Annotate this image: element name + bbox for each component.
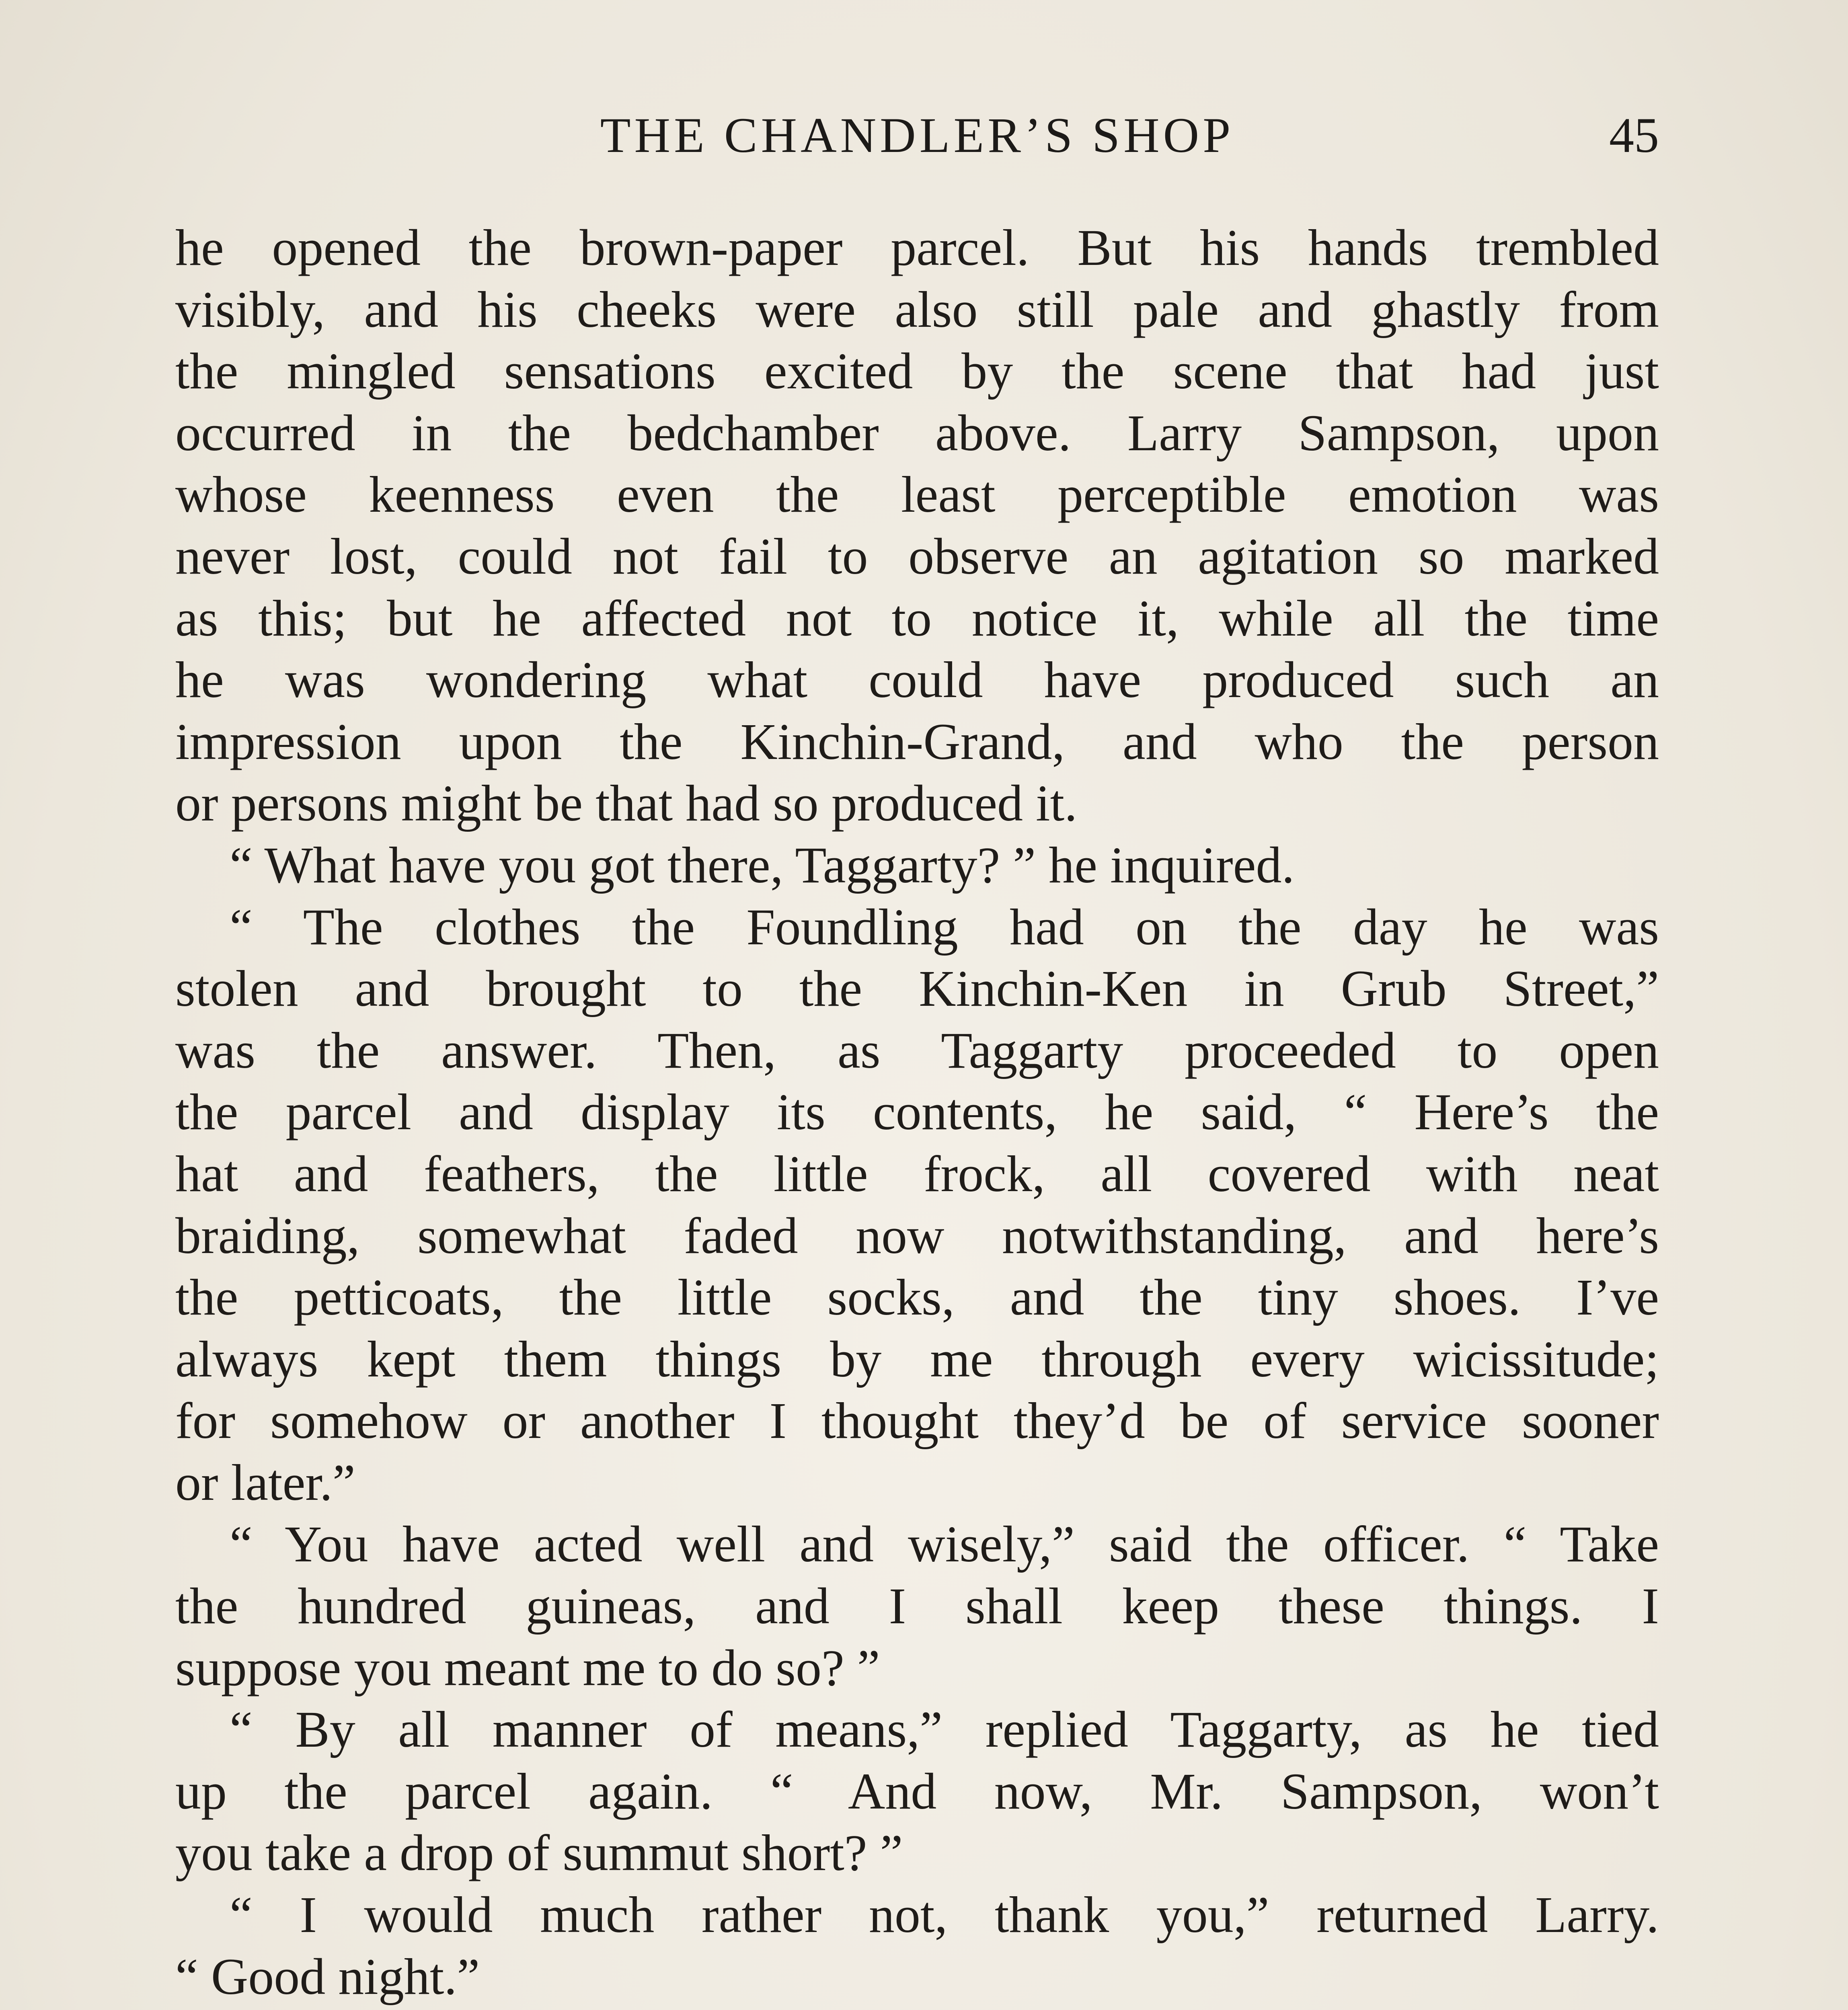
text-line: for somehow or another I thought they’d be of service sooner: [175, 1392, 1659, 1450]
text-line: you take a drop of summut short? ”: [175, 1824, 903, 1882]
text-line: [175, 2008, 1659, 2010]
text-line: or later.”: [175, 1454, 355, 1511]
text-line: braiding, somewhat faded now notwithstanding, and here’s: [175, 1207, 1659, 1264]
text-line: the mingled sensations excited by the scene that had just: [175, 343, 1659, 400]
text-line: was the answer. Then, as Taggarty proceeded to open: [175, 1021, 1659, 1079]
text-line: the hundred guineas, and I shall keep these things. I: [175, 1577, 1659, 1635]
running-head: [175, 105, 1659, 166]
text-line: “ What have you got there, Taggarty? ” he inquired.: [230, 836, 1295, 894]
text-line: the parcel and display its contents, he said, “ Here’s the: [175, 1083, 1659, 1141]
text-line: “ You have acted well and wisely,” said the officer. “ Take: [230, 1516, 1659, 1573]
text-line: “ Good night.”: [175, 1948, 480, 2005]
text-line: stolen and brought to the Kinchin-Ken in Grub Street,”: [175, 960, 1659, 1017]
text-line: as this; but he affected not to notice it, while all the time: [175, 589, 1659, 647]
text-line: impression upon the Kinchin-Grand, and who the person: [175, 713, 1659, 770]
text-line: up the parcel again. “ And now, Mr. Sampson, won’t: [175, 1762, 1659, 1820]
text-line: he was wondering what could have produced such an: [175, 651, 1659, 709]
text-line: visibly, and his cheeks were also still pale and ghastly from: [175, 281, 1659, 338]
text-line: occurred in the bedchamber above. Larry Sampson, upon: [175, 404, 1659, 461]
running-title: THE CHANDLER’S SHOP: [600, 108, 1234, 163]
text-line: “ The clothes the Foundling had on the day he was: [230, 898, 1659, 956]
body-text: [175, 217, 1659, 2010]
text-line: the petticoats, the little socks, and the tiny shoes. I’ve: [175, 1269, 1659, 1326]
text-line: suppose you meant me to do so? ”: [175, 1639, 880, 1696]
text-line: hat and feathers, the little frock, all covered with neat: [175, 1145, 1659, 1202]
text-line: never lost, could not fail to observe an agitation so marked: [175, 527, 1659, 585]
text-line: he opened the brown-paper parcel. But his hands trembled: [175, 219, 1659, 276]
text-line: always kept them things by me through every wicissitude;: [175, 1330, 1659, 1388]
text-line: whose keenness even the least perceptible emotion was: [175, 466, 1659, 523]
text-line: or persons might be that had so produced it.: [175, 775, 1078, 832]
page-number: 45: [1609, 108, 1659, 163]
text-line: “ By all manner of means,” replied Taggarty, as he tied: [230, 1701, 1659, 1758]
text-line: “ I would much rather not, thank you,” returned Larry.: [230, 1886, 1659, 1944]
